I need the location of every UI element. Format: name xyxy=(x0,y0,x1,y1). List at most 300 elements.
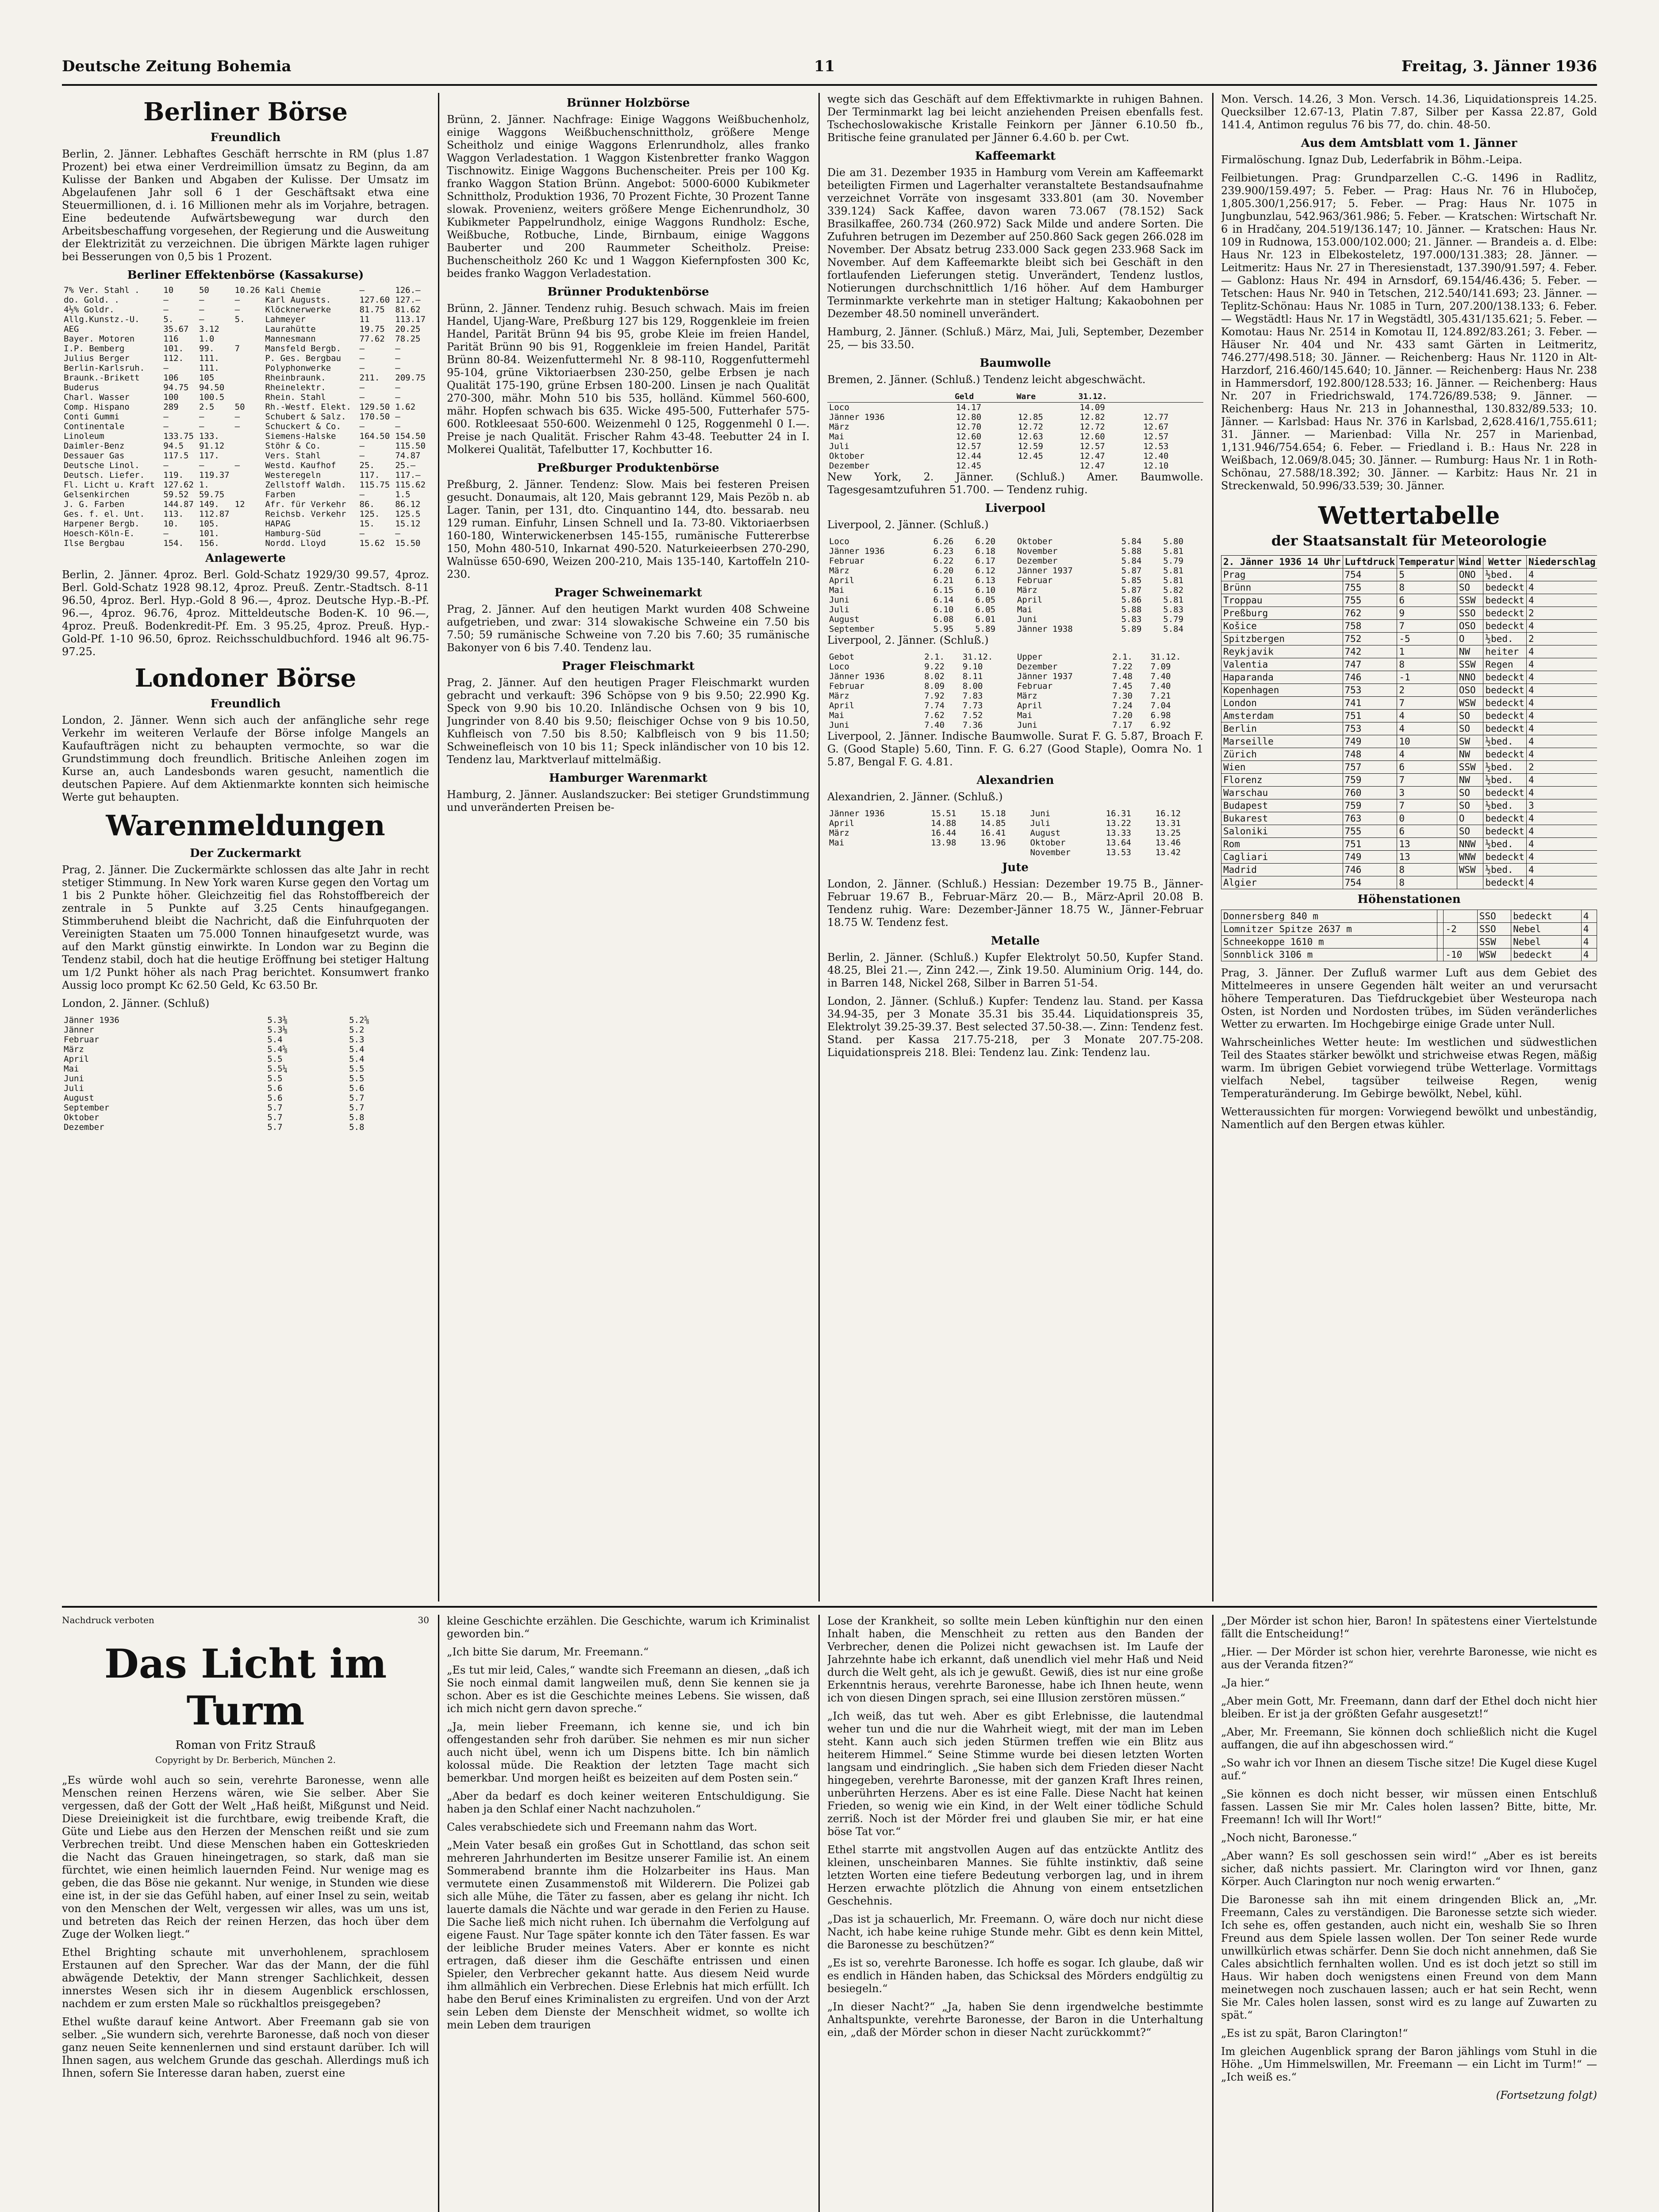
table-cell: 753 xyxy=(1343,722,1397,735)
weather-row xyxy=(1221,825,1598,838)
table-cell: 12.45 xyxy=(956,461,982,471)
column-stock-markets xyxy=(62,93,429,1601)
table-cell: bedeckt xyxy=(1483,697,1527,710)
table-cell: 5.4 xyxy=(349,1054,365,1064)
cotton-row xyxy=(827,818,1203,828)
table-cell: 289 xyxy=(163,402,179,412)
table-caption: London, 2. Jänner. (Schluß) xyxy=(62,997,210,1010)
table-cell: bedeckt xyxy=(1483,825,1527,838)
table-cell: 154. xyxy=(163,538,184,548)
heading-schweinemarkt: Prager Schweinemarkt xyxy=(554,586,702,599)
table-cell: 5.6 xyxy=(267,1083,283,1093)
table-cell: 7 xyxy=(1397,697,1457,710)
table-cell: bedeckt xyxy=(1483,722,1527,735)
table-cell: 117. xyxy=(359,470,380,480)
table-cell: Dessauer Gas xyxy=(64,451,125,461)
table-cell: Allg.Kunstz.-U. xyxy=(64,315,140,324)
table-cell: Comp. Hispano xyxy=(64,402,130,412)
table-header-cell: 2. Jänner 1936 14 Uhr xyxy=(1221,556,1343,568)
table-cell: April xyxy=(829,701,855,710)
table-caption: Liverpool, 2. Jänner. (Schluß.) xyxy=(827,634,989,646)
table-cell: 111. xyxy=(199,353,219,363)
table-cell: 116 xyxy=(163,334,179,344)
heading-baumwolle: Baumwolle xyxy=(979,357,1051,370)
sugar-row xyxy=(62,1122,429,1132)
table-cell: — xyxy=(163,305,169,315)
table-cell: 5.80 xyxy=(1163,537,1184,546)
table-cell: 5.6 xyxy=(267,1093,283,1103)
table-cell: 741 xyxy=(1343,697,1397,710)
table-cell: ½bed. xyxy=(1483,838,1527,851)
table-cell: SO xyxy=(1457,825,1483,838)
table-cell: November xyxy=(1017,546,1058,556)
table-cell: 760 xyxy=(1343,787,1397,799)
table-cell: O xyxy=(1457,812,1483,825)
table-cell: 5.79 xyxy=(1163,556,1184,566)
novel-column-4 xyxy=(1221,1615,1597,2212)
stock-row xyxy=(62,499,429,509)
table-cell: 7% Ver. Stahl . xyxy=(64,285,140,295)
table-cell: 133. xyxy=(199,431,219,441)
table-cell: 751 xyxy=(1343,838,1397,851)
table-cell: Rhein. Stahl xyxy=(265,392,326,402)
table-cell: 86.12 xyxy=(395,499,421,509)
table-cell: 758 xyxy=(1343,620,1397,633)
table-cell: 752 xyxy=(1343,633,1397,645)
table-cell: 7.62 xyxy=(924,710,945,720)
table-cell: 12.45 xyxy=(1018,451,1043,461)
table-cell: Juni xyxy=(1017,720,1037,730)
table-cell: 7 xyxy=(1397,774,1457,787)
stock-row xyxy=(62,470,429,480)
table-cell: September xyxy=(64,1103,109,1113)
table-cell: November xyxy=(1030,848,1071,857)
table-cell: 5. xyxy=(163,315,174,324)
table-cell: O xyxy=(1457,633,1483,645)
table-cell: Mai xyxy=(829,432,845,442)
table-cell: 12.40 xyxy=(1143,451,1169,461)
table-cell: Februar xyxy=(829,681,865,691)
table-cell: Upper xyxy=(1017,652,1043,662)
table-cell: OSO xyxy=(1457,620,1483,633)
weather-row xyxy=(1221,607,1598,620)
table-cell: 13.22 xyxy=(1106,818,1131,828)
table-cell: 5.95 xyxy=(933,624,954,634)
cotton-row xyxy=(827,461,1203,471)
table-cell: 16.41 xyxy=(980,828,1006,838)
novel-paragraph: „Ich weiß, das tut weh. Aber es gibt Erlebnisse, die lautendmal weher tun und die nur die Wahrheit wiegt, mit der man im Leben steht. Kann auch sich jeden Stürmen treffen wie ein Blitz aus heiterem Himmel.“ Seine Stimme wurde bei diesen letzten Worten langsam und eindringlich. „Sie haben sich dem Frieden dieser Nacht hingegeben, verehrte Baronesse, mit der ganzen Kraft Ihres reinen, unberührten Herzens. Aber es ist eine Falle. Diese Nacht hat keinen Frieden, so wenig wie ein Kind, in der Welt einer tödliche Schuld zerriß. Noch ist der Mörder frei und glauben Sie mir, er hat eine böse Tat vor.“ xyxy=(827,1710,1203,1838)
article-text: London, 2. Jänner. Wenn sich auch der anfängliche sehr rege Verkehr im weiteren Verlaufe der Börse infolge Mangels an Kaufaufträgen nicht zu behaupten vermochte, so war die Grundstimmung doch freundlich. Britische Anleihen zogen im Kurse an, auch Landesbonds waren gesucht, namentlich die deutschen Papiere. Auf dem Aktienmarkte konnten sich heimische Werte gut behaupten. xyxy=(62,714,429,803)
table-cell: 5.83 xyxy=(1121,614,1142,624)
table-cell: 8.02 xyxy=(924,672,945,681)
table-cell: Jänner xyxy=(64,1025,94,1035)
cotton-row xyxy=(827,614,1203,624)
table-cell: ½bed. xyxy=(1483,774,1527,787)
novel-paragraph: „Es ist zu spät, Baron Clarington!“ xyxy=(1221,2027,1408,2039)
novel-paragraph: Ethel starrte mit angstvollen Augen auf das entzückte Antlitz des kleinen, unscheinbaren Mannes. Sie fühlte instinktiv, daß seine letzten Worten eine tiefere Bedeutung verborgen lag, und in ihrem Herzen erwachte plötzlich die Ahnung von einem entsetzlichen Geschehnis. xyxy=(827,1843,1203,1907)
heading-amtsblatt: Aus dem Amtsblatt vom 1. Jänner xyxy=(1301,137,1517,150)
table-cell: 15.12 xyxy=(395,519,421,529)
table-cell: 749 xyxy=(1343,851,1397,864)
table-cell: Saloniki xyxy=(1221,825,1343,838)
table-cell: 5.83 xyxy=(1163,605,1184,614)
table-cell xyxy=(1444,910,1477,923)
table-cell: 12.72 xyxy=(1018,422,1043,432)
table-cell: 209.75 xyxy=(395,373,426,383)
table-cell: 12.57 xyxy=(1143,432,1169,442)
table-header-cell: 31.12. xyxy=(1078,392,1142,403)
table-cell: 5.86 xyxy=(1121,595,1142,605)
table-cell: 5.5 xyxy=(267,1054,283,1064)
heading-metalle: Metalle xyxy=(991,934,1040,948)
novel-paragraph: „Es würde wohl auch so sein, verehrte Baronesse, wenn alle Menschen reinen Herzens wären, wie Sie selber. Aber Sie vergessen, daß der Gott der Welt „Haß heißt, Mißgunst und Neid. Diese Dreieinigkeit ist die furchtbare, ewig treibende Kraft, die Güte und Liebe aus den Herzen der Menschen reißt und sie zum Verbrechen treibt. Und diese Menschen haben ein Gotteskrieden die Nacht das Grauen hineingetragen, so stark, daß man sie fürchtet, wie einen heimlich lauernden Feind. Nur wenige mag es geben, die das Böse nie gekannt. Nur wenige, in Stunden wie diese eine ist, in der sie das Gefühl haben, auf einer Insel zu sein, weitab von den Menschen der Welt, vergessen wir alles, was um uns ist, und betreten das Reich der reinen Herzen, das hoch über dem Zuge der Wolken liegt.“ xyxy=(62,1774,429,1940)
column-cotton-metals xyxy=(827,93,1203,1601)
article-text: Wahrscheinliches Wetter heute: Im westlichen und südwestlichen Teil des Staates stärker bewölkt und strichweise etwas Regen, mäßig warm. Im übrigen Gebiet vorwiegend trübe Wetterlage. Vormittags vielfach Nebel, tagsüber teilweise Regen, wenig Temperaturänderung. Im Gebirge bewölkt, Nebel, kühl. xyxy=(1221,1036,1597,1100)
table-cell: 7.17 xyxy=(1112,720,1133,730)
table-cell: SSO xyxy=(1477,923,1511,936)
table-cell: 2 xyxy=(1526,607,1597,620)
table-cell: 9.22 xyxy=(924,662,945,672)
table-cell: 742 xyxy=(1343,645,1397,658)
table-cell: Jänner 1936 xyxy=(829,672,885,681)
reprint-notice: Nachdruck verboten xyxy=(62,1615,154,1625)
table-cell: Haparanda xyxy=(1221,671,1343,684)
table-cell: Kali Chemie xyxy=(265,285,321,295)
table-cell: 12.44 xyxy=(956,451,982,461)
weather-table-high xyxy=(1221,910,1597,961)
table-cell: Oktober xyxy=(64,1113,100,1122)
weather-row xyxy=(1221,761,1598,774)
table-cell: 127.62 xyxy=(163,480,194,490)
table-cell: 8 xyxy=(1397,581,1457,594)
table-cell: Charl. Wasser xyxy=(64,392,130,402)
table-cell: Laurahütte xyxy=(265,324,316,334)
table-cell: — xyxy=(395,344,400,353)
table-cell: 12.59 xyxy=(1018,442,1043,451)
table-cell: Dezember xyxy=(1017,662,1058,672)
table-cell: -1 xyxy=(1397,671,1457,684)
table-cell: 746 xyxy=(1343,671,1397,684)
column-rule xyxy=(818,1615,820,2212)
table-cell: August xyxy=(64,1093,94,1103)
table-cell: 25.— xyxy=(395,461,416,470)
novel-column-2 xyxy=(447,1615,810,2212)
table-cell: 7.22 xyxy=(1112,662,1133,672)
table-cell: 2 xyxy=(1526,633,1597,645)
table-cell: März xyxy=(829,422,849,432)
novel-paragraph: Lose der Krankheit, so sollte mein Leben künftighin nur den einen Inhalt haben, die Menschheit zu retten aus den Banden der Verbrecher, denen die Polizei nicht gewachsen ist. Im Laufe der Jahrzehnte habe ich erkannt, daß unendlich viel mehr Haß und Neid durch die Welt geht, als ich je gewußt. Gewiß, dies ist nur eine große Erkenntnis heraus, verehrte Baronesse, habe ich Ihnen heute, wenn ich von diesen Dingen sprach, sei eine Illusion zerstören müssen.“ xyxy=(827,1615,1203,1704)
table-cell: Algier xyxy=(1221,876,1343,889)
table-cell: 4 xyxy=(1581,910,1597,923)
table-cell xyxy=(1016,403,1078,413)
cotton-row xyxy=(827,585,1203,595)
article-text: Die am 31. Dezember 1935 in Hamburg vom Verein am Kaffeemarkt beteiligten Firmen und Lagerhalter veranstaltete Bestandsaufnahme verzeichnet Vorräte von insgesamt 333.801 (am 30. November 339.124) Sack Kaffee, davon waren 73.067 (78.152) Sack Brasilkaffee, 260.734 (260.972) Sack Milde und andere Sorten. Die Zufuhren betrugen im Dezember auf 250.860 Sack gegen 266.028 im November. Der Absatz betrug 233.000 Sack gegen 233.968 Sack im November. Auf dem Kaffeemarkte bleibt sich bei Geschäft in den fortlaufenden Lieferungen stetig. Unverändert, Tendenz lustlos, Notierungen durchschnittlich 1/16 höher. Auf dem Hamburger Terminmarkte verkehrte man in stetiger Haltung; Kakaobohnen per Dezember 48.50 nominell unverändert. xyxy=(827,166,1203,320)
table-cell: Juli xyxy=(1030,818,1051,828)
novel-paragraph: „Sie können es doch nicht besser, wir müssen einen Entschluß fassen. Lassen Sie mir Mr. Cales holen lassen? Bitte, bitte, Mr. Freemann! Ich will Ihr Wort!“ xyxy=(1221,1788,1597,1826)
table-cell: 6.98 xyxy=(1150,710,1171,720)
column-weather xyxy=(1221,93,1597,1601)
weather-row xyxy=(1221,851,1598,864)
table-cell: 5.4 xyxy=(349,1045,365,1054)
stock-row xyxy=(62,334,429,344)
table-cell: — xyxy=(359,285,365,295)
table-cell: Februar xyxy=(829,556,865,566)
table-cell: Gebot xyxy=(829,652,855,662)
table-cell: Juni xyxy=(829,595,849,605)
article-text: Firmalöschung. Ignaz Dub, Lederfabrik in Böhm.-Leipa. xyxy=(1221,154,1522,166)
table-cell: Mai xyxy=(829,710,845,720)
table-cell xyxy=(1016,461,1078,471)
table-caption: Alexandrien, 2. Jänner. (Schluß.) xyxy=(827,791,1003,803)
table-cell: 5.5 xyxy=(267,1074,283,1083)
table-cell: 6 xyxy=(1397,594,1457,607)
table-cell: 101. xyxy=(163,344,184,353)
table-cell: 5.84 xyxy=(1121,556,1142,566)
table-cell: 6.12 xyxy=(975,566,996,576)
weather-row xyxy=(1221,581,1598,594)
weather-row xyxy=(1221,787,1598,799)
table-cell: SO xyxy=(1457,722,1483,735)
table-cell: 86. xyxy=(359,499,375,509)
table-cell: ½bed. xyxy=(1483,633,1527,645)
table-cell: 16.31 xyxy=(1106,809,1131,818)
table-cell: 1.62 xyxy=(395,402,416,412)
weather-row xyxy=(1221,684,1598,697)
table-cell: 105. xyxy=(199,519,219,529)
table-cell: — xyxy=(163,461,169,470)
table-cell: Mai xyxy=(829,585,845,595)
table-cell: 1. xyxy=(199,480,209,490)
table-cell: 5.3⅛ xyxy=(267,1025,288,1035)
sugar-row xyxy=(62,1054,429,1064)
table-cell: Zürich xyxy=(1221,748,1343,761)
table-cell: 5.88 xyxy=(1121,605,1142,614)
table-cell: 7 xyxy=(1397,799,1457,812)
table-cell: 11 xyxy=(359,315,370,324)
cotton-row xyxy=(827,809,1203,818)
table-cell: 7 xyxy=(234,344,240,353)
table-cell: Amsterdam xyxy=(1221,710,1343,722)
weather-row xyxy=(1221,876,1598,889)
table-cell: 94.5 xyxy=(163,441,184,451)
table-header-cell: Ware xyxy=(1016,392,1078,403)
novel-paragraph: Cales verabschiedete sich und Freemann nahm das Wort. xyxy=(447,1821,757,1833)
table-cell xyxy=(233,353,264,363)
table-cell: 12.70 xyxy=(956,422,982,432)
table-cell: 4 xyxy=(1526,568,1597,581)
table-cell: — xyxy=(359,422,365,431)
table-cell: 5.7 xyxy=(267,1113,283,1122)
table-cell xyxy=(233,509,264,519)
table-cell: Mansfeld Bergb. xyxy=(265,344,341,353)
table-cell: 7.30 xyxy=(1112,691,1133,701)
cotton-row xyxy=(827,701,1203,710)
table-cell: März xyxy=(64,1045,84,1054)
table-cell: SO xyxy=(1457,581,1483,594)
table-cell: Rheinelektr. xyxy=(265,383,326,392)
table-cell: 4 xyxy=(1526,581,1597,594)
column-commodity-markets xyxy=(447,93,810,1601)
cotton-row xyxy=(827,432,1203,442)
table-cell: 6.05 xyxy=(975,605,996,614)
table-cell: 81.75 xyxy=(359,305,385,315)
table-cell: SSW xyxy=(1457,594,1483,607)
table-cell: April xyxy=(1017,595,1043,605)
subheading: Freundlich xyxy=(210,131,281,144)
table-cell: Afr. für Verkehr xyxy=(265,499,346,509)
table-cell: 35.67 xyxy=(163,324,189,334)
cotton-table-bremen xyxy=(827,392,1203,471)
article-text: wegte sich das Geschäft auf dem Effektivmarkte in ruhigen Bahnen. Der Terminmarkt lag bei leicht anziehenden Preisen ebenfalls fest. Tschechoslowakische Kristalle Feinkorn per Jänner 6.10.50 fb., Britische feine granulated per Jänner 6.4.60 b. per Cwt. xyxy=(827,93,1203,144)
table-cell: 7.09 xyxy=(1150,662,1171,672)
novel-paragraph: „Es tut mir leid, Cales,“ wandte sich Freemann an diesen, „daß ich Sie noch einmal damit langweilen muß, denn Sie kennen sie ja schon. Aber es ist die Geschichte meines Lebens. Sie wissen, daß ich mich nicht gern davon spreche.“ xyxy=(447,1664,810,1715)
table-cell: Košice xyxy=(1221,620,1343,633)
article-text: Brünn, 2. Jänner. Tendenz ruhig. Besuch schwach. Mais im freien Handel, Ujang-Ware, Preßburg 127 bis 129, Roggenkleie im freien Handel, Parität Brünn 94 bis 95, grobe Kleie im freien Handel, Parität Brünn 90 bis 91, Roggenkleie im freien Handel, Parität Brünn 80-84. Weizenfuttermehl Nr. 8 98-110, Roggenfuttermehl 95-104, grüne Viktoriaerbsen 230-250, gelbe Erbsen je nach Qualität 175-190, grüne Erbsen 180-200. Linsen je nach Qualität 270-300, mähr. Mohn 510 bis 535, holländ. Kümmel 560-600, mähr. Hopfen schwach bis 635. Wicke 495-500, Futterhafer 575-600. Rotkleesaat 550-600. Weizenmehl 0 125, Roggenmehl 0 I.—. Preise je nach Qualität. Frischer Rahm 43-48. Teebutter 24 in I. Molkerei Qualität, Tafelbutter 17, Kochbutter 16. xyxy=(447,302,810,456)
article-text: Mon. Versch. 14.26, 3 Mon. Versch. 14.36, Liquidationspreis 14.25. Quecksilber 12.67-13, Platin 7.87, Silber per Kassa 22.87, Gold 141.4, Antimon regulus 76 bis 77, do. chin. 48-50. xyxy=(1221,93,1597,131)
table-cell: — xyxy=(234,295,240,305)
table-cell: 154.50 xyxy=(395,431,426,441)
table-cell: — xyxy=(395,392,400,402)
weather-row xyxy=(1221,748,1598,761)
weather-row xyxy=(1221,722,1598,735)
sugar-row xyxy=(62,1074,429,1083)
table-cell: 6 xyxy=(1397,825,1457,838)
table-cell xyxy=(233,529,264,538)
cotton-row xyxy=(827,442,1203,451)
weather-row xyxy=(1221,671,1598,684)
table-cell: 5.85 xyxy=(1121,576,1142,585)
table-cell: Ges. f. el. Unt. xyxy=(64,509,145,519)
table-cell: Nordd. Lloyd xyxy=(265,538,326,548)
stock-row xyxy=(62,422,429,431)
table-cell: OSO xyxy=(1457,684,1483,697)
table-cell: 101. xyxy=(199,529,219,538)
table-cell: 5.84 xyxy=(1163,624,1184,634)
table-cell: 12.80 xyxy=(956,412,982,422)
table-cell: Oktober xyxy=(1030,838,1066,848)
table-cell: 8 xyxy=(1397,876,1457,889)
table-cell xyxy=(233,480,264,490)
article-text: Hamburg, 2. Jänner. Auslandszucker: Bei stetiger Grundstimmung und unveränderten Preisen be- xyxy=(447,788,810,814)
table-cell: 747 xyxy=(1343,658,1397,671)
cotton-row xyxy=(827,672,1203,681)
table-cell: — xyxy=(163,412,169,422)
table-cell: Juni xyxy=(64,1074,84,1083)
table-cell: 2.1. xyxy=(924,652,945,662)
table-cell: HAPAG xyxy=(265,519,291,529)
table-cell: — xyxy=(199,305,204,315)
table-cell: 4 xyxy=(1526,620,1597,633)
article-text: Prag, 2. Jänner. Die Zuckermärkte schlossen das alte Jahr in recht stetiger Stimmung. In New York waren Kurse gegen den Vortag um 1 bis 2 Punkte höher. Gleichzeitig fiel das Rohstoffbereich der zentrale in 5 Punkte auf 3.25 Cents hinaufgegangen. Stimmberuhend bleibt die Nachricht, daß die Einfuhrquoten der Vereinigten Staaten um 75.000 Tonnen hinaufgesetzt wurde, was auf den Markt günstig einwirkte. In London war zu Beginn die Tendenz stabil, doch hat die heutige Eröffnung bei stetiger Haltung um 1/2 Punkt höher als nach Prag berichtet. Konsumwert franko Aussig loco prompt Kc 62.50 Geld, Kc 63.50 Br. xyxy=(62,864,429,991)
table-cell xyxy=(233,451,264,461)
table-cell: 12.60 xyxy=(956,432,982,442)
table-cell: 106 xyxy=(163,373,179,383)
table-cell: Polyphonwerke xyxy=(265,363,331,373)
heading-warenmeldungen: Warenmeldungen xyxy=(106,809,385,842)
table-cell: Loco xyxy=(829,403,849,412)
weather-row xyxy=(1221,799,1598,812)
table-cell: 74.87 xyxy=(395,451,421,461)
table-cell: 0 xyxy=(1397,812,1457,825)
table-cell xyxy=(1141,403,1203,413)
stock-row xyxy=(62,509,429,519)
heading-warenmarkt: Hamburger Warenmarkt xyxy=(549,772,708,785)
table-cell: Schuckert & Co. xyxy=(265,422,341,431)
table-cell: 13.96 xyxy=(980,838,1006,848)
table-cell: Lomnitzer Spitze 2637 m xyxy=(1221,923,1437,936)
table-cell: 6.20 xyxy=(975,537,996,546)
table-cell: 125. xyxy=(359,509,380,519)
table-cell: 8 xyxy=(1397,864,1457,876)
table-cell: Reichsb. Verkehr xyxy=(265,509,346,519)
table-cell: 12.10 xyxy=(1143,461,1169,471)
column-rule xyxy=(438,1615,439,2212)
table-cell: 14.17 xyxy=(956,403,982,412)
sugar-row xyxy=(62,1035,429,1045)
table-cell: Loco xyxy=(829,662,849,672)
table-cell: ½bed. xyxy=(1483,799,1527,812)
table-cell: 4 xyxy=(1581,936,1597,949)
table-cell: — xyxy=(359,353,365,363)
table-cell: 13.46 xyxy=(1155,838,1181,848)
stock-row xyxy=(62,490,429,499)
table-cell: 12.47 xyxy=(1079,451,1105,461)
table-cell: 16.12 xyxy=(1155,809,1181,818)
table-cell: Ilse Bergbau xyxy=(64,538,125,548)
weather-row xyxy=(1221,645,1598,658)
table-header-cell: Niederschlag xyxy=(1526,556,1597,568)
table-cell: Loco xyxy=(829,537,849,546)
article-text: Wetteraussichten für morgen: Vorwiegend bewölkt und unbeständig, Namentlich auf den Bergen etwas kühler. xyxy=(1221,1106,1597,1131)
table-cell: 5.5 xyxy=(349,1064,365,1074)
stock-row xyxy=(62,402,429,412)
table-cell: 12.82 xyxy=(1079,412,1105,422)
table-cell: 12.47 xyxy=(1079,461,1105,471)
table-cell: 117. xyxy=(199,451,219,461)
table-cell: 4 xyxy=(1526,774,1597,787)
article-text: Hamburg, 2. Jänner. (Schluß.) März, Mai, Juli, September, Dezember 25, — bis 33.50. xyxy=(827,326,1203,351)
table-cell: 81.62 xyxy=(395,305,421,315)
table-cell: 13 xyxy=(1397,838,1457,851)
stock-row xyxy=(62,538,429,548)
table-cell: 4 xyxy=(1526,710,1597,722)
table-cell: WSW xyxy=(1457,697,1483,710)
weather-row xyxy=(1221,594,1598,607)
table-cell: 13.98 xyxy=(931,838,956,848)
table-cell: Klöcknerwerke xyxy=(265,305,331,315)
table-cell: NW xyxy=(1457,774,1483,787)
table-cell: Mai xyxy=(1017,710,1033,720)
table-cell: SSO xyxy=(1457,607,1483,620)
table-cell: Regen xyxy=(1483,658,1527,671)
table-cell: heiter xyxy=(1483,645,1527,658)
table-cell: 125.5 xyxy=(395,509,421,519)
table-cell: bedeckt xyxy=(1483,594,1527,607)
table-cell: Vers. Stahl xyxy=(265,451,321,461)
newspaper-page xyxy=(62,53,1597,2212)
table-cell xyxy=(979,848,1028,857)
table-cell: Gelsenkirchen xyxy=(64,490,130,499)
table-cell: 117.— xyxy=(395,470,421,480)
table-cell: Jänner 1937 xyxy=(1017,672,1073,681)
table-cell: Jänner 1936 xyxy=(829,412,885,422)
table-cell: 12.63 xyxy=(1018,432,1043,442)
table-cell: Conti Gummi xyxy=(64,412,119,422)
table-cell: 7.04 xyxy=(1150,701,1171,710)
table-cell: — xyxy=(199,422,204,431)
table-cell: — xyxy=(359,363,365,373)
table-cell: 94.75 xyxy=(163,383,189,392)
